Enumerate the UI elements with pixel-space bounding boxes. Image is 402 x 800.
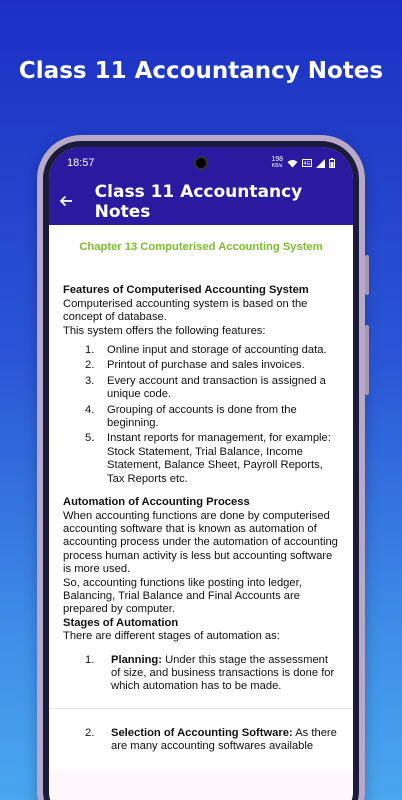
section-title: Stages of Automation [63, 616, 179, 629]
network-speed: 198 [271, 156, 283, 163]
status-bar [49, 147, 353, 179]
status-icons [271, 156, 335, 170]
paragraph: When accounting functions are done by computerised accounting software that is known as automation of accounting process under the automation of accounting process human activity is less but accounting software is more used. [63, 509, 338, 576]
stages-list-continued [63, 727, 339, 754]
list-text: Every account and transaction is assigned a unique code. [107, 374, 326, 401]
paragraph: Computerised accounting system is based on the concept of database. [63, 297, 308, 324]
list-number: 1. [85, 653, 95, 666]
wifi-icon [287, 159, 298, 168]
paragraph: So, accounting functions like posting into ledger, Balancing, Trial Balance and Final Accounts are prepared by computer. [63, 576, 302, 616]
power-button [365, 325, 369, 395]
status-time: 18:57 [67, 157, 95, 169]
promo-title: Class 11 Accountancy Notes [18, 58, 384, 84]
phone-frame [37, 135, 365, 800]
list-number: 5. [85, 432, 95, 445]
stage-description: Under this stage the assessment of size, and business transactions is done for which automation has to be made. [111, 653, 335, 693]
list-item [85, 654, 339, 694]
list-number: 4. [85, 403, 95, 416]
stage-name: Planning: [111, 653, 162, 666]
list-number: 2. [85, 359, 95, 372]
list-item [85, 404, 339, 431]
notes-content [49, 225, 353, 754]
list-text [111, 654, 339, 694]
volume-button [365, 255, 369, 295]
stage-name: Selection of Accounting Software: [111, 726, 293, 739]
list-text: Instant reports for management, for example: Stock Statement, Trial Balance, Income Statement, Balance Sheet, Payroll Reports, Tax Reports etc. [107, 432, 331, 485]
list-item [85, 344, 339, 357]
chapter-heading: Chapter 13 Computerised Accounting System [79, 241, 323, 253]
stages-list [63, 654, 339, 694]
paragraph: There are different stages of automation as: [63, 630, 280, 643]
network-speed-unit: KB/s [271, 163, 283, 169]
bottom-nav-area [49, 771, 353, 800]
stage-description: As there are many accounting softwares available [111, 726, 337, 753]
phone-screen [43, 141, 359, 800]
list-text: Grouping of accounts is done from the beginning. [107, 403, 297, 430]
list-text: Online input and storage of accounting data. [107, 344, 327, 357]
list-text: Printout of purchase and sales invoices. [107, 359, 305, 372]
svg-text:4G: 4G [303, 161, 311, 167]
section-title: Features of Computerised Accounting System [63, 284, 309, 297]
list-number: 3. [85, 374, 95, 387]
features-list [63, 344, 339, 486]
app-title: Class 11 Accountancy Notes [94, 182, 303, 222]
list-number: 1. [85, 344, 95, 357]
battery-icon [329, 158, 335, 168]
list-item [85, 359, 339, 372]
list-number: 2. [85, 726, 95, 739]
list-item [85, 432, 339, 486]
volte-icon [302, 159, 312, 167]
paragraph: This system offers the following features: [63, 324, 266, 337]
list-item [85, 727, 339, 754]
section-title: Automation of Accounting Process [63, 496, 250, 509]
list-item [85, 375, 339, 402]
back-arrow-icon[interactable] [59, 192, 87, 213]
app-bar [49, 179, 353, 225]
app-display [49, 147, 353, 800]
list-text [111, 727, 339, 754]
signal-icon [316, 159, 325, 168]
camera-cutout [194, 156, 208, 170]
divider [49, 708, 353, 709]
